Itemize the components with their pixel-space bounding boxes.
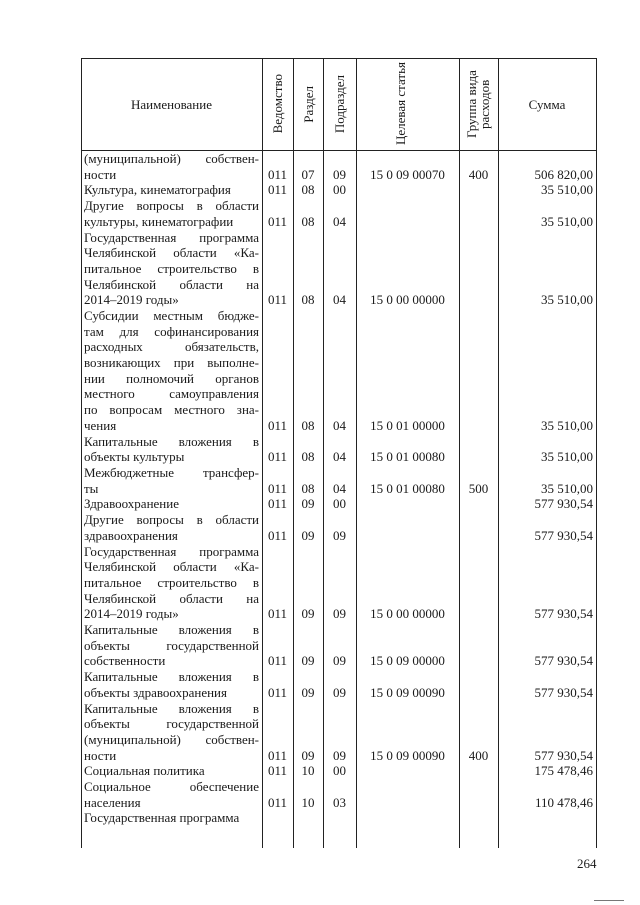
row-department: 011 [267, 292, 288, 308]
table-row [81, 622, 596, 669]
row-name-line: Другие вопросы в области [84, 198, 259, 214]
row-name-line: питальное строительство в [84, 574, 259, 590]
row-name-line: культуры, кинематографии [84, 213, 234, 229]
row-name-line: местного самоуправления [84, 386, 259, 402]
row-department: 011 [267, 213, 288, 229]
row-name-line: Капитальные вложения в [84, 669, 259, 685]
row-name [84, 151, 259, 182]
row-subsection: 00 [333, 763, 346, 779]
row-name-line: объекты культуры [84, 449, 185, 465]
row-amount: 577 930,54 [534, 747, 593, 763]
row-subsection: 04 [333, 417, 346, 433]
row-expense-group: 400 [468, 747, 489, 763]
table-row [81, 669, 596, 700]
row-name-line: объекты здравоохранения [84, 684, 227, 700]
table-row [81, 701, 596, 764]
row-target-article: 15 0 00 00000 [370, 606, 445, 622]
row-amount: 577 930,54 [534, 496, 593, 512]
footer-rule [594, 900, 624, 901]
row-department: 011 [267, 182, 288, 198]
row-name-line: (муниципальной) собствен- [84, 151, 259, 166]
row-department: 011 [267, 480, 288, 496]
row-department: 011 [267, 496, 288, 512]
row-target-article: 15 0 00 00000 [370, 292, 445, 308]
row-target-article: 15 0 09 00090 [370, 684, 445, 700]
row-department: 011 [267, 653, 288, 669]
row-subsection: 09 [333, 606, 346, 622]
table-row [81, 763, 596, 779]
row-name-line: питальное строительство в [84, 260, 259, 276]
row-amount: 577 930,54 [534, 653, 593, 669]
row-name-line: здравоохранения [84, 527, 178, 543]
table-row [81, 544, 596, 623]
row-subsection: 09 [333, 747, 346, 763]
header-expense-group: Группа вида расходов [463, 70, 492, 138]
table-row [81, 434, 596, 465]
row-section: 09 [301, 747, 315, 763]
row-name [84, 622, 259, 669]
row-name-line: объекты государственной [84, 637, 259, 653]
row-subsection: 00 [333, 182, 346, 198]
row-department: 011 [267, 747, 288, 763]
row-section: 10 [301, 794, 315, 810]
row-name-line: Социальное обеспечение [84, 779, 259, 794]
header-department: Ведомство [270, 74, 285, 134]
row-amount: 577 930,54 [534, 684, 593, 700]
row-target-article: 15 0 09 00070 [370, 166, 445, 182]
row-name [84, 701, 259, 764]
page-number: 264 [577, 856, 597, 871]
row-subsection: 09 [333, 527, 346, 543]
table-row [81, 308, 596, 434]
row-name [84, 434, 259, 465]
row-department: 011 [267, 527, 288, 543]
row-name [84, 544, 259, 622]
row-target-article: 15 0 01 00000 [370, 417, 445, 433]
row-target-article: 15 0 01 00080 [370, 449, 445, 465]
row-name [84, 182, 259, 198]
row-name-line: Капитальные вложения в [84, 622, 259, 637]
row-department: 011 [267, 417, 288, 433]
row-department: 011 [267, 166, 288, 182]
row-name-line: Здравоохранение [84, 496, 179, 512]
row-name-line: собственности [84, 653, 166, 669]
row-subsection: 09 [333, 653, 346, 669]
row-name [84, 763, 259, 779]
row-name-line: Культура, кинематография [84, 182, 231, 198]
row-name [84, 308, 259, 434]
row-name [84, 669, 259, 700]
row-name-line: ты [84, 480, 99, 496]
row-name-line: Челябинской области «Ка- [84, 245, 259, 261]
row-name-line: ности [84, 747, 117, 763]
row-target-article: 15 0 01 00080 [370, 480, 445, 496]
row-name-line: (муниципальной) собствен- [84, 731, 259, 747]
row-section: 08 [301, 417, 315, 433]
row-name [84, 465, 259, 496]
table-body [81, 151, 596, 848]
row-section: 08 [301, 292, 315, 308]
row-name-line: Государственная программа [84, 810, 240, 826]
row-department: 011 [267, 449, 288, 465]
row-name-line: Субсидии местным бюдже- [84, 308, 259, 323]
table-row [81, 810, 596, 826]
row-subsection: 09 [333, 684, 346, 700]
header-target-article: Целевая статья [392, 62, 408, 146]
row-section: 08 [301, 480, 315, 496]
row-amount: 35 510,00 [541, 417, 593, 433]
row-name-line: Государственная программа [84, 229, 259, 245]
row-subsection: 03 [333, 794, 346, 810]
header-amount: Сумма [528, 96, 566, 112]
row-amount: 577 930,54 [534, 527, 593, 543]
row-section: 09 [301, 653, 315, 669]
row-name-line: там для софинансирования [84, 323, 259, 339]
row-target-article: 15 0 09 00000 [370, 653, 445, 669]
row-name-line: Другие вопросы в области [84, 512, 259, 528]
row-name [84, 779, 259, 810]
row-section: 08 [301, 213, 315, 229]
row-amount: 577 930,54 [534, 606, 593, 622]
row-name-line: населения [84, 794, 141, 810]
row-name-line: Челябинской области на [84, 590, 259, 606]
row-section: 09 [301, 684, 315, 700]
table-row [81, 496, 596, 512]
row-name-line: расходных обязательств, [84, 339, 259, 355]
table-right-border [596, 58, 597, 848]
header-subsection: Подраздел [332, 74, 347, 134]
row-name-line: 2014–2019 годы» [84, 292, 179, 308]
row-section: 08 [301, 182, 315, 198]
row-name-line: Челябинской области «Ка- [84, 559, 259, 575]
budget-table [81, 58, 596, 848]
row-amount: 175 478,46 [534, 763, 593, 779]
row-amount: 35 510,00 [541, 480, 593, 496]
row-amount: 110 478,46 [534, 794, 593, 810]
row-subsection: 04 [333, 480, 346, 496]
row-name-line: чения [84, 417, 117, 433]
row-name-line: 2014–2019 годы» [84, 606, 179, 622]
row-subsection: 00 [333, 496, 346, 512]
row-name [84, 496, 259, 512]
row-department: 011 [267, 606, 288, 622]
row-name-line: объекты государственной [84, 716, 259, 732]
row-section: 09 [301, 527, 315, 543]
row-amount: 35 510,00 [541, 292, 593, 308]
row-name-line: Челябинской области на [84, 276, 259, 292]
row-name [84, 810, 259, 826]
table-row [81, 465, 596, 496]
table-row [81, 182, 596, 198]
row-subsection: 04 [333, 213, 346, 229]
row-section: 09 [301, 496, 315, 512]
row-name-line: Межбюджетные трансфер- [84, 465, 259, 480]
row-expense-group: 500 [468, 480, 489, 496]
header-section: Раздел [300, 85, 316, 123]
row-target-article: 15 0 09 00090 [370, 747, 445, 763]
table-row [81, 512, 596, 543]
table-row [81, 779, 596, 810]
row-name-line: Капитальные вложения в [84, 433, 259, 449]
row-name-line: возникающих при выполне- [84, 355, 259, 371]
row-amount: 506 820,00 [534, 166, 593, 182]
row-section: 08 [301, 449, 315, 465]
table-row [81, 198, 596, 229]
row-amount: 35 510,00 [541, 449, 593, 465]
header-name: Наименование [131, 96, 212, 112]
row-section: 09 [301, 606, 315, 622]
row-subsection: 09 [333, 166, 346, 182]
row-department: 011 [267, 794, 288, 810]
row-expense-group: 400 [468, 166, 489, 182]
row-name-line: по вопросам местного зна- [84, 402, 259, 418]
row-amount: 35 510,00 [541, 213, 593, 229]
row-name-line: Социальная политика [84, 763, 205, 779]
row-name [84, 512, 259, 543]
row-section: 10 [301, 763, 315, 779]
row-name-line: Государственная программа [84, 543, 259, 559]
row-name-line: нии полномочий органов [84, 370, 259, 386]
row-name [84, 198, 259, 229]
table-row [81, 230, 596, 309]
row-amount: 35 510,00 [541, 182, 593, 198]
row-department: 011 [267, 763, 288, 779]
row-name-line: Капитальные вложения в [84, 700, 259, 716]
table-row [81, 151, 596, 182]
row-name-line: ности [84, 166, 117, 182]
row-subsection: 04 [333, 449, 346, 465]
row-department: 011 [267, 684, 288, 700]
row-section: 07 [301, 166, 315, 182]
row-subsection: 04 [333, 292, 346, 308]
row-name [84, 230, 259, 308]
